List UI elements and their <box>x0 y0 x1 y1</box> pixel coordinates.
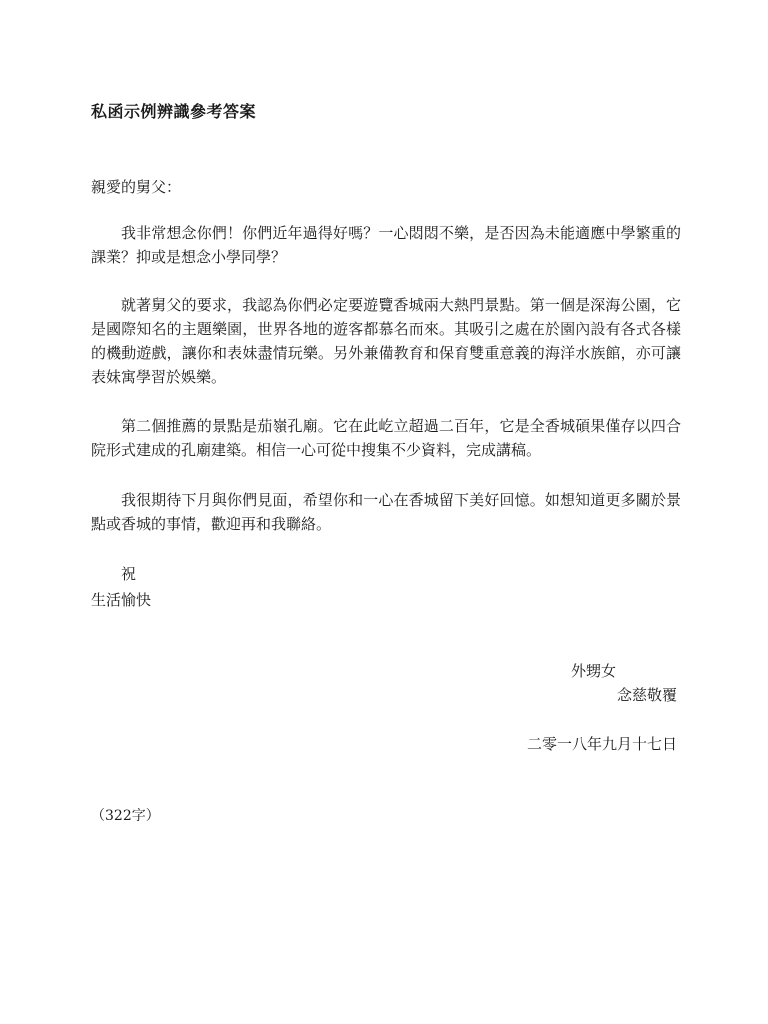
signature-name: 念慈敬覆 <box>616 686 677 704</box>
paragraph-3: 第二個推薦的景點是茄嶺孔廟。它在此屹立超過二百年，它是全香城碩果僅存以四合院形式建成的孔廟建築。相信一心可從中搜集不少資料，完成講稿。 <box>91 417 681 459</box>
signature-relation: 外甥女 <box>571 662 617 680</box>
letter-date: 二零一八年九月十七日 <box>526 735 677 753</box>
paragraph-4: 我很期待下月與你們見面，希望你和一心在香城留下美好回憶。如想知道更多關於景點或香城的事情，歡迎再和我聯絡。 <box>91 491 681 533</box>
document-title: 私函示例辨識參考答案 <box>91 102 257 121</box>
paragraph-2: 就著舅父的要求，我認為你們必定要遊覽香城兩大熱門景點。第一個是深海公園，它是國際知名的主題樂園，世界各地的遊客都慕名而來。其吸引之處在於園內設有各式各樣的機動遊戲，讓你和表妹盡情玩樂。另外兼備教育和保育雙重意義的海洋水族館，亦可讓表妹寓學習於娛樂。 <box>91 296 681 386</box>
word-count: （322字） <box>91 808 160 824</box>
wish: 生活愉快 <box>91 591 152 609</box>
paragraph-1: 我非常想念你們！你們近年過得好嗎？一心悶悶不樂，是否因為未能適應中學繁重的課業？抑或是想念小學同學？ <box>91 224 681 266</box>
blessing: 祝 <box>121 565 137 583</box>
salutation: 親愛的舅父： <box>91 178 182 196</box>
